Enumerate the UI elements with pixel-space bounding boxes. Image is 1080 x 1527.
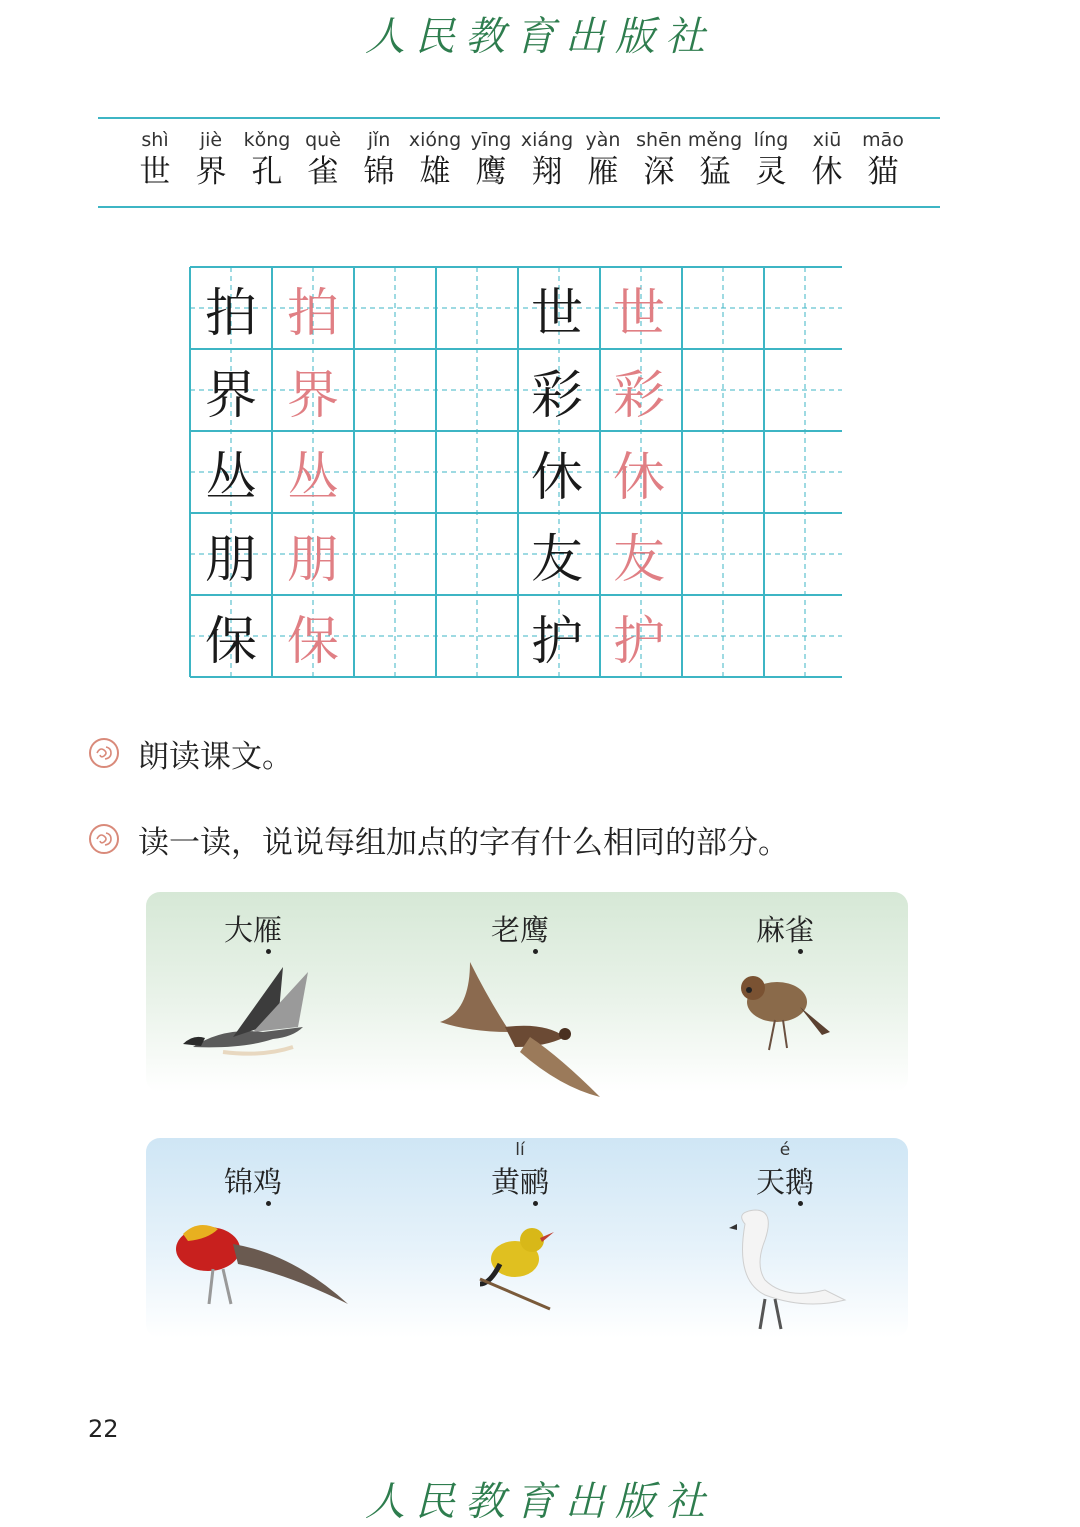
hanzi: 翔 (531, 154, 563, 190)
hanzi: 猫 (867, 154, 899, 190)
hanzi: 雁 (587, 154, 619, 190)
vocab-item (407, 128, 463, 198)
pinyin: líng (753, 129, 789, 151)
pinyin: māo (862, 129, 904, 151)
emphasis-dot (798, 1201, 803, 1206)
hanzi: 深 (643, 154, 675, 190)
publisher-logo-bottom: 人民教育出版社 (365, 1479, 715, 1525)
pinyin: jiè (199, 129, 223, 151)
trace-character: 拍 (286, 283, 339, 344)
pinyin: què (305, 129, 341, 151)
vocab-bottom-rule (98, 206, 940, 208)
vocab-item (631, 128, 687, 198)
bird-card-oriole (410, 1140, 630, 1314)
trace-character: 丛 (286, 447, 339, 508)
bird-pinyin: é (779, 1140, 791, 1160)
hanzi: 世 (139, 154, 171, 190)
bird-card-sparrow (675, 908, 895, 1062)
model-character: 界 (204, 365, 257, 426)
golden-pheasant-icon (153, 1204, 353, 1314)
bird-card-wild-goose (143, 908, 363, 1072)
hanzi: 雄 (419, 154, 451, 190)
trace-character: 保 (286, 611, 339, 672)
emphasis-dot (266, 1201, 271, 1206)
page-number: 22 (88, 1415, 119, 1443)
trace-character: 彩 (612, 365, 665, 426)
oriole-icon (460, 1204, 580, 1314)
vocab-item (351, 128, 407, 198)
trace-character: 护 (612, 611, 665, 672)
sparrow-icon (725, 952, 845, 1062)
model-character: 休 (530, 447, 583, 508)
bird-pinyin: lí (515, 1140, 525, 1160)
hanzi: 猛 (699, 154, 731, 190)
hanzi: 休 (811, 154, 843, 190)
hanzi: 孔 (251, 154, 283, 190)
exercise-text: 朗读课文。 (138, 738, 293, 775)
bird-card-swan (675, 1140, 895, 1334)
model-character: 护 (530, 611, 583, 672)
pinyin: shì (141, 129, 169, 151)
wild-goose-icon (163, 952, 343, 1072)
exercise-read-aloud (88, 731, 293, 775)
trace-character: 朋 (286, 529, 339, 590)
pinyin: yàn (585, 129, 621, 151)
vocab-item (295, 128, 351, 198)
emphasis-dot (266, 949, 271, 954)
bird-card-golden-pheasant (143, 1140, 363, 1314)
vocab-item (575, 128, 631, 198)
bird-label: 天鹅 (675, 1160, 895, 1204)
vocab-item (687, 128, 743, 198)
pinyin: shēn (636, 129, 682, 151)
model-character: 世 (530, 283, 583, 344)
vocabulary-list (127, 128, 911, 198)
vocab-item (183, 128, 239, 198)
bird-card-eagle (410, 908, 630, 1112)
trace-character: 世 (612, 283, 665, 344)
emphasis-dot (533, 1201, 538, 1206)
publisher-logo-top: 人民教育出版社 (365, 14, 715, 60)
hanzi: 锦 (363, 154, 395, 190)
trace-character: 友 (612, 529, 665, 590)
model-character: 拍 (204, 283, 257, 344)
vocab-item (463, 128, 519, 198)
vocab-item (239, 128, 295, 198)
emphasis-dot (798, 949, 803, 954)
eagle-icon (430, 952, 610, 1112)
pinyin: měng (687, 129, 743, 151)
pinyin: jǐn (367, 129, 391, 151)
vocab-item (743, 128, 799, 198)
hanzi: 鹰 (475, 154, 507, 190)
writing-grid (190, 267, 842, 677)
pinyin: xiū (812, 129, 842, 151)
hanzi: 灵 (755, 154, 787, 190)
bird-label: 大雁 (143, 908, 363, 952)
model-character: 保 (204, 611, 257, 672)
pinyin: xiáng (520, 129, 574, 151)
model-character: 丛 (204, 447, 257, 508)
vocab-top-rule (98, 117, 940, 119)
swirl-seal-icon (88, 823, 120, 855)
vocab-item (127, 128, 183, 198)
trace-character: 界 (286, 365, 339, 426)
swirl-seal-icon (88, 737, 120, 769)
model-character: 朋 (204, 529, 257, 590)
pinyin: xióng (408, 129, 462, 151)
hanzi: 雀 (307, 154, 339, 190)
emphasis-dot (533, 949, 538, 954)
exercise-text: 读一读，说说每组加点的字有什么相同的部分。 (138, 824, 789, 861)
bird-label: 黄鹂 (410, 1160, 630, 1204)
vocab-item (519, 128, 575, 198)
vocab-item (799, 128, 855, 198)
trace-character: 休 (612, 447, 665, 508)
bird-label: 麻雀 (675, 908, 895, 952)
hanzi: 界 (195, 154, 227, 190)
bird-pinyin (143, 1140, 363, 1160)
bird-label: 老鹰 (410, 908, 630, 952)
exercise-compare-characters (88, 817, 789, 861)
bird-label: 锦鸡 (143, 1160, 363, 1204)
pinyin: yīng (470, 129, 512, 151)
swan-icon (715, 1204, 855, 1334)
pinyin: kǒng (243, 129, 291, 151)
model-character: 友 (530, 529, 583, 590)
model-character: 彩 (530, 365, 583, 426)
vocab-item (855, 128, 911, 198)
